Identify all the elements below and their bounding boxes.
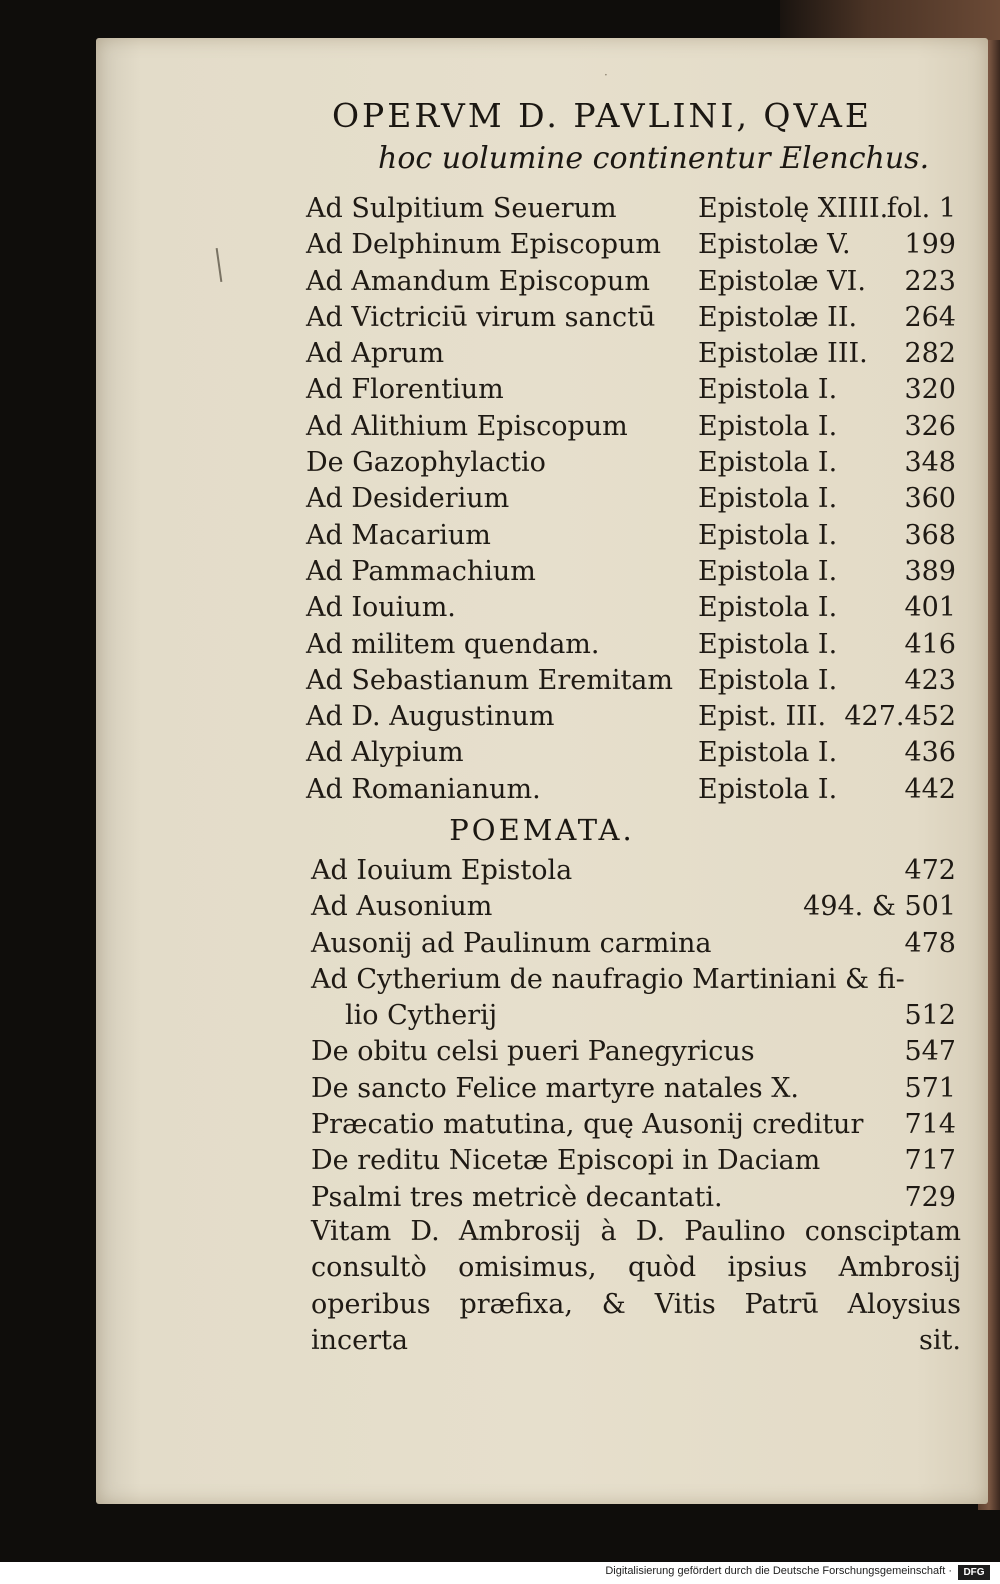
list-item: [311, 853, 956, 889]
poem-name: De obitu celsi pueri Panegyricus: [311, 1036, 755, 1068]
entry-epistolae: Epistola I.: [698, 483, 838, 515]
list-item: [311, 1034, 956, 1070]
poem-name: Ad Ausonium: [311, 891, 493, 923]
list-item: [306, 372, 956, 408]
entry-folio: 368: [904, 519, 956, 551]
funding-credit: Digitalisierung gefördert durch die Deutsche Forschungsgemeinschaft ·: [605, 1565, 952, 1577]
list-item: [306, 336, 956, 372]
list-item: [311, 926, 956, 962]
entry-epistolae: Epistola I.: [698, 447, 838, 479]
list-item: [306, 264, 956, 300]
entry-epistolae: Epistola I.: [698, 773, 838, 805]
poem-name-continued: lio Cytherij: [345, 1000, 498, 1032]
list-item: [311, 1180, 956, 1216]
entry-epistolae: Epistola I.: [698, 555, 838, 587]
entry-folio: 326: [904, 410, 956, 442]
list-item: [306, 409, 956, 445]
list-item: [306, 554, 956, 590]
list-item: [306, 735, 956, 771]
entry-name: Ad Alithium Episcopum: [306, 410, 628, 442]
entry-name: Ad Victriciū virum sanctū: [306, 301, 656, 333]
entry-name: Ad Aprum: [306, 338, 445, 370]
entry-folio: 401: [904, 592, 956, 624]
entry-folio: 223: [904, 265, 956, 297]
entry-name: Ad Macarium: [306, 519, 491, 551]
list-item: [306, 699, 956, 735]
list-item: [311, 1143, 956, 1179]
poem-name: Psalmi tres metricè decantati.: [311, 1181, 723, 1213]
list-item: [311, 962, 956, 1035]
poem-name: Ad Cytherium de naufragio Martiniani & fi-: [311, 963, 905, 995]
entry-epistolae: Epistolæ II.: [698, 301, 858, 333]
entry-folio: 436: [904, 737, 956, 769]
entry-folio: 442: [904, 773, 956, 805]
entry-epistolae: Epistola I.: [698, 737, 838, 769]
poem-name: De sancto Felice martyre natales X.: [311, 1072, 800, 1104]
page-title: OPERVM D. PAVLINI, QVAE: [332, 96, 872, 135]
entry-name: Ad Romanianum.: [306, 773, 541, 805]
list-item: [311, 1107, 956, 1143]
entry-folio: 264: [904, 301, 956, 333]
section-heading-poemata: POEMATA.: [449, 813, 635, 847]
list-item: [306, 663, 956, 699]
list-item: [306, 518, 956, 554]
poem-name: De reditu Nicetæ Episcopi in Daciam: [311, 1145, 821, 1177]
entry-epistolae: Epistola I.: [698, 628, 838, 660]
list-item: [306, 300, 956, 336]
ink-speck: ·: [604, 68, 608, 82]
entry-name: Ad Alypium: [306, 737, 464, 769]
list-item: [306, 772, 956, 808]
dfg-logo: DFG: [958, 1565, 990, 1580]
list-item: [306, 627, 956, 663]
list-item: [306, 481, 956, 517]
entry-name: Ad Delphinum Episcopum: [306, 229, 662, 261]
poem-folio: 729: [904, 1181, 956, 1213]
book-page: [96, 38, 988, 1504]
entry-name: Ad Sebastianum Eremitam: [306, 664, 674, 696]
entry-folio: 416: [904, 628, 956, 660]
entry-folio: 360: [904, 483, 956, 515]
epistolae-list: [306, 191, 956, 808]
entry-folio: 348: [904, 447, 956, 479]
entry-epistolae: Epistola I.: [698, 592, 838, 624]
poemata-list: [311, 853, 956, 1216]
entry-epistolae: Epistolæ V.: [698, 229, 851, 261]
entry-folio: 282: [904, 338, 956, 370]
list-item: [306, 191, 956, 227]
entry-name: De Gazophylactio: [306, 447, 546, 479]
list-item: [306, 227, 956, 263]
entry-folio: 320: [904, 374, 956, 406]
entry-epistolae: Epistolæ III.: [698, 338, 868, 370]
list-item: [311, 1071, 956, 1107]
entry-folio: fol. 1: [886, 193, 956, 224]
page-subtitle: hoc uolumine continentur Elenchus.: [378, 141, 930, 176]
poem-name: Ad Iouium Epistola: [311, 855, 573, 886]
entry-epistolae: Epistola I.: [698, 664, 838, 696]
poem-folio: 714: [904, 1109, 956, 1141]
poem-folio: 472: [904, 855, 956, 886]
margin-mark: [216, 248, 223, 282]
entry-folio: 423: [904, 664, 956, 696]
entry-epistolae: Epistola I.: [698, 519, 838, 551]
entry-epistolae: Epist. III.: [698, 701, 827, 733]
entry-name: Ad Florentium: [306, 374, 504, 406]
poem-folio: 571: [904, 1072, 956, 1104]
list-item: [306, 445, 956, 481]
entry-name: Ad Pammachium: [306, 555, 536, 587]
poem-name: Præcatio matutina, quę Ausonij creditur: [311, 1109, 864, 1141]
list-item: [311, 889, 956, 925]
poem-folio: 494. & 501: [803, 891, 956, 923]
entry-name: Ad D. Augustinum: [306, 701, 555, 733]
poem-folio: 717: [904, 1145, 956, 1177]
entry-name: Ad militem quendam.: [306, 628, 600, 660]
entry-folio: 427.452: [844, 701, 956, 733]
list-item: [306, 590, 956, 626]
entry-name: Ad Sulpitium Seuerum: [306, 193, 617, 224]
entry-folio: 389: [904, 555, 956, 587]
poem-folio: 512: [904, 1000, 956, 1032]
entry-name: Ad Desiderium: [306, 483, 510, 515]
poem-folio: 478: [904, 927, 956, 959]
entry-epistolae: Epistolę XIIII.: [698, 193, 889, 224]
entry-epistolae: Epistolæ VI.: [698, 265, 866, 297]
entry-folio: 199: [904, 229, 956, 261]
entry-name: Ad Iouium.: [306, 592, 456, 624]
closing-note: Vitam D. Ambrosij à D. Paulino consciptam consultò omisimus, quòd ipsius Ambrosij operibus præfixa, & Vitis Patrū Aloysius incerta sit.: [311, 1216, 961, 1356]
entry-epistolae: Epistola I.: [698, 410, 838, 442]
poem-folio: 547: [904, 1036, 956, 1068]
poem-name: Ausonij ad Paulinum carmina: [311, 927, 712, 959]
entry-epistolae: Epistola I.: [698, 374, 838, 406]
entry-name: Ad Amandum Episcopum: [306, 265, 650, 297]
footer-bar: [0, 1562, 1000, 1584]
